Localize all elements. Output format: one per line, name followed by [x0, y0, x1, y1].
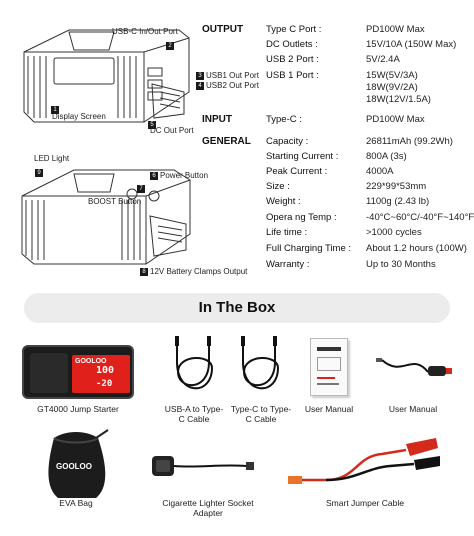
item-caption-jump-starter: GT4000 Jump Starter — [37, 404, 119, 414]
spec-key: USB 2 Port : — [266, 54, 319, 65]
spec-value: PD100W Max — [366, 114, 425, 125]
callout-boost-button: BOOST Button — [88, 197, 142, 206]
item-caption-user-manual-2: User Manual — [388, 404, 438, 414]
spec-key: Warranty : — [266, 259, 310, 270]
callout-dc-port: DC Out Port — [150, 126, 194, 135]
cigarette-adapter-image — [150, 450, 260, 484]
spec-value: 229*99*53mm — [366, 181, 427, 192]
callout-num-badge: 7 — [137, 180, 147, 198]
spec-value: >1000 cycles — [366, 227, 422, 238]
spec-key: Capacity : — [266, 136, 309, 147]
car-cable-image — [372, 348, 456, 394]
callout-battery-clamps: 8 12V Battery Clamps Output — [140, 267, 247, 276]
item-caption-cigarette-adapter: Cigarette Lighter Socket Adapter — [162, 498, 254, 518]
spec-value: 800A (3s) — [366, 151, 407, 162]
callout-num-badge: 9 — [35, 164, 45, 182]
usb-a-cable-image — [168, 332, 220, 400]
spec-value: 1100g (2.43 lb) — [366, 196, 430, 207]
item-caption-user-manual: User Manual — [304, 404, 354, 414]
spec-key: Size : — [266, 181, 290, 192]
spec-value: About 1.2 hours (100W) — [366, 243, 467, 254]
spec-value: 26811mAh (99.2Wh) — [366, 136, 453, 147]
spec-value: 18W(12V/1.5A) — [366, 94, 431, 105]
spec-key: Type-C : — [266, 114, 302, 125]
spec-value: 5V/2.4A — [366, 54, 400, 65]
callout-power-button: 6 Power Button — [150, 171, 208, 180]
spec-value: Up to 30 Months — [366, 259, 436, 270]
callout-num-badge: 2 — [166, 37, 176, 55]
spec-key: Peak Current : — [266, 166, 328, 177]
screen-reading-top: 100 — [96, 365, 115, 376]
spec-value: 18W(9V/2A) — [366, 82, 418, 93]
bag-logo: GOOLOO — [56, 462, 92, 471]
callout-display-screen: Display Screen — [52, 112, 106, 121]
section-output: OUTPUT — [202, 24, 244, 35]
user-manual-image — [310, 338, 348, 396]
callout-usbc-port: USB-C In/Out Port — [112, 27, 178, 36]
spec-key: Type C Port : — [266, 24, 322, 35]
jumper-cable-image — [286, 434, 446, 498]
spec-value: 4000A — [366, 166, 394, 177]
spec-key: Opera ng Temp : — [266, 212, 337, 223]
spec-key: USB 1 Port : — [266, 70, 319, 81]
section-input: INPUT — [202, 114, 232, 125]
screen-reading-bottom: -20 — [96, 379, 113, 389]
spec-key: Life time : — [266, 227, 308, 238]
item-caption-type-c-cable: Type-C to Type-C Cable — [230, 404, 292, 424]
in-the-box-title: In The Box — [24, 293, 450, 323]
section-general: GENERAL — [202, 136, 251, 147]
jump-starter-image — [22, 345, 134, 399]
item-caption-jumper-cable: Smart Jumper Cable — [326, 498, 404, 508]
spec-key: Weight : — [266, 196, 301, 207]
item-caption-eva-bag: EVA Bag — [59, 498, 93, 508]
spec-value: -40°C~60°C/-40°F~140°F — [366, 212, 474, 223]
eva-bag-image — [36, 428, 116, 500]
spec-key: Starting Current : — [266, 151, 339, 162]
callout-usb2-port: 4 USB2 Out Port — [196, 81, 259, 90]
spec-key: DC Outlets : — [266, 39, 318, 50]
callout-usb1-port: 3 USB1 Out Port — [196, 71, 259, 80]
spec-value: PD100W Max — [366, 24, 425, 35]
callout-num-badge: 1 — [51, 101, 61, 119]
device-screen — [72, 355, 130, 393]
type-c-cable-image — [234, 332, 286, 400]
callout-num-badge: 5 — [148, 116, 158, 134]
spec-value: 15W(5V/3A) — [366, 70, 418, 81]
brand-logo: GOOLOO — [75, 358, 107, 365]
item-caption-usb-a-cable: USB-A to Type-C Cable — [164, 404, 224, 424]
device-diagram-top — [14, 22, 214, 140]
spec-value: 15V/10A (150W Max) — [366, 39, 457, 50]
callout-led-light: LED Light — [34, 154, 70, 163]
spec-key: Full Charging Time : — [266, 243, 352, 254]
